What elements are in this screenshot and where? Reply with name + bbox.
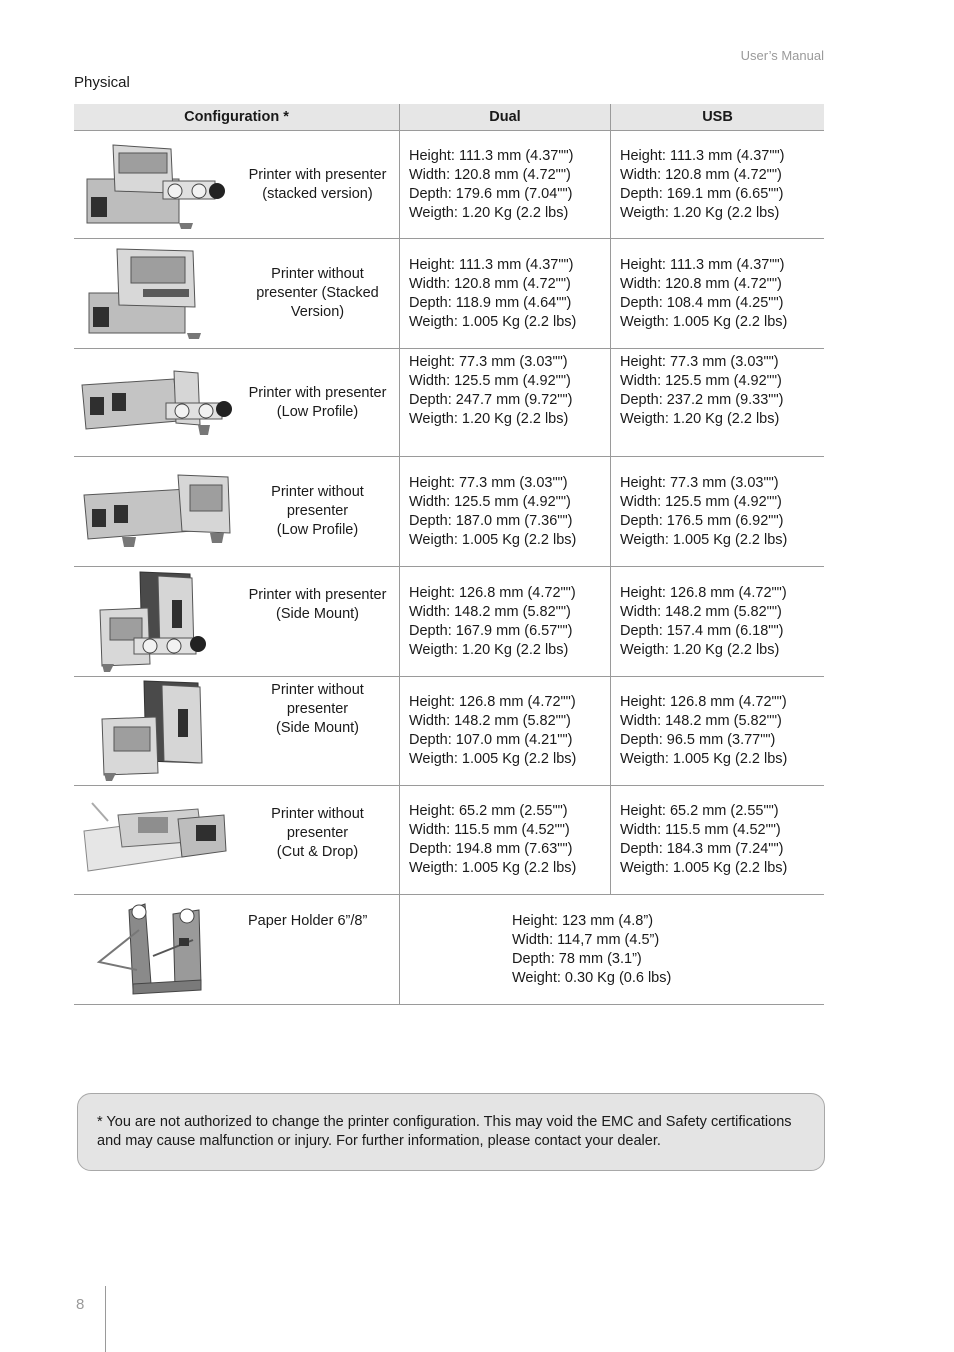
dual-spec-cell: Height: 126.8 mm (4.72"") Width: 148.2 mm (5.82"") Depth: 107.0 mm (4.21"") Weigth: 1.005 Kg (2.2 lbs) — [400, 677, 611, 786]
page-number: 8 — [76, 1296, 85, 1313]
usb-spec-cell: Height: 126.8 mm (4.72"") Width: 148.2 mm (5.82"") Depth: 157.4 mm (6.18"") Weigth: 1.20 Kg (2.2 lbs) — [611, 567, 825, 677]
usb-spec-cell: Height: 77.3 mm (3.03"") Width: 125.5 mm (4.92"") Depth: 176.5 mm (6.92"") Weigth: 1.005 Kg (2.2 lbs) — [611, 457, 825, 567]
printer-presenter-stacked-image — [74, 139, 242, 231]
printer-no-presenter-stacked-image — [74, 245, 242, 343]
configuration-cell — [74, 239, 400, 349]
dual-spec-cell: Height: 126.8 mm (4.72"") Width: 148.2 mm (5.82"") Depth: 167.9 mm (6.57"") Weigth: 1.20 Kg (2.2 lbs) — [400, 567, 611, 677]
warning-note: * You are not authorized to change the printer configuration. This may void the EMC and Safety certifications and may cause malfunction or injury. For further information, please contact your dealer. — [77, 1093, 825, 1171]
configuration-cell — [74, 567, 400, 677]
paper-holder-image — [74, 900, 242, 1000]
header-usb: USB — [611, 104, 825, 131]
usb-spec-cell: Height: 126.8 mm (4.72"") Width: 148.2 mm (5.82"") Depth: 96.5 mm (3.77"") Weigth: 1.005 Kg (2.2 lbs) — [611, 677, 825, 786]
configuration-cell — [74, 786, 400, 895]
usb-spec-cell: Height: 111.3 mm (4.37"") Width: 120.8 mm (4.72"") Depth: 108.4 mm (4.25"") Weigth: 1.005 Kg (2.2 lbs) — [611, 239, 825, 349]
printer-presenter-low-profile-image — [74, 363, 242, 443]
table-row — [74, 239, 824, 349]
configuration-label: Printer with presenter (Side Mount) — [248, 586, 387, 622]
usb-spec-cell: Height: 65.2 mm (2.55"") Width: 115.5 mm (4.52"") Depth: 184.3 mm (7.24"") Weigth: 1.005 Kg (2.2 lbs) — [611, 786, 825, 895]
configuration-cell — [74, 677, 400, 786]
usb-spec-cell: Height: 111.3 mm (4.37"") Width: 120.8 mm (4.72"") Depth: 169.1 mm (6.65"") Weigth: 1.20 Kg (2.2 lbs) — [611, 131, 825, 239]
configuration-label: Printer without presenter (Low Profile) — [271, 484, 364, 538]
dual-spec-cell: Height: 111.3 mm (4.37"") Width: 120.8 mm (4.72"") Depth: 179.6 mm (7.04"") Weigth: 1.20 Kg (2.2 lbs) — [400, 131, 611, 239]
dual-spec-cell: Height: 77.3 mm (3.03"") Width: 125.5 mm (4.92"") Depth: 187.0 mm (7.36"") Weigth: 1.005 Kg (2.2 lbs) — [400, 457, 611, 567]
table-row — [74, 131, 824, 239]
running-header: User’s Manual — [740, 48, 824, 63]
page-divider — [105, 1286, 106, 1352]
configuration-cell — [74, 131, 400, 239]
printer-no-presenter-side-mount-image — [74, 679, 242, 783]
configuration-label: Printer with presenter (Low Profile) — [248, 384, 387, 420]
table-row — [74, 786, 824, 895]
table-row — [74, 567, 824, 677]
table-row — [74, 677, 824, 786]
table-row — [74, 349, 824, 457]
printer-presenter-side-mount-image — [74, 570, 242, 674]
table-header-row — [74, 104, 824, 131]
header-dual: Dual — [400, 104, 611, 131]
configuration-label: Paper Holder 6”/8” — [248, 912, 368, 929]
dual-spec-cell: Height: 77.3 mm (3.03"") Width: 125.5 mm (4.92"") Depth: 247.7 mm (9.72"") Weigth: 1.20 Kg (2.2 lbs) — [400, 349, 611, 457]
dual-spec-cell: Height: 111.3 mm (4.37"") Width: 120.8 mm (4.72"") Depth: 118.9 mm (4.64"") Weigth: 1.005 Kg (2.2 lbs) — [400, 239, 611, 349]
configuration-label: Printer without presenter (Stacked Version) — [256, 266, 379, 320]
configuration-label: Printer without presenter (Cut & Drop) — [271, 806, 364, 860]
paper-holder-spec-cell: Height: 123 mm (4.8”) Width: 114,7 mm (4.5”) Depth: 78 mm (3.1”) Weight: 0.30 Kg (0.6 lbs) — [400, 895, 825, 1005]
configuration-cell — [74, 457, 400, 567]
table-row — [74, 895, 824, 1005]
configuration-cell — [74, 349, 400, 457]
configuration-label: Printer without presenter (Side Mount) — [271, 682, 364, 736]
configuration-cell — [74, 895, 400, 1005]
physical-spec-table — [74, 104, 824, 1005]
configuration-label: Printer with presenter (stacked version) — [248, 166, 387, 202]
header-configuration: Configuration * — [74, 104, 400, 131]
usb-spec-cell: Height: 77.3 mm (3.03"") Width: 125.5 mm (4.92"") Depth: 237.2 mm (9.33"") Weigth: 1.20 Kg (2.2 lbs) — [611, 349, 825, 457]
dual-spec-cell: Height: 65.2 mm (2.55"") Width: 115.5 mm (4.52"") Depth: 194.8 mm (7.63"") Weigth: 1.005 Kg (2.2 lbs) — [400, 786, 611, 895]
table-row — [74, 457, 824, 567]
printer-cut-drop-image — [74, 797, 242, 883]
printer-no-presenter-low-profile-image — [74, 469, 242, 555]
section-title: Physical — [74, 74, 130, 91]
